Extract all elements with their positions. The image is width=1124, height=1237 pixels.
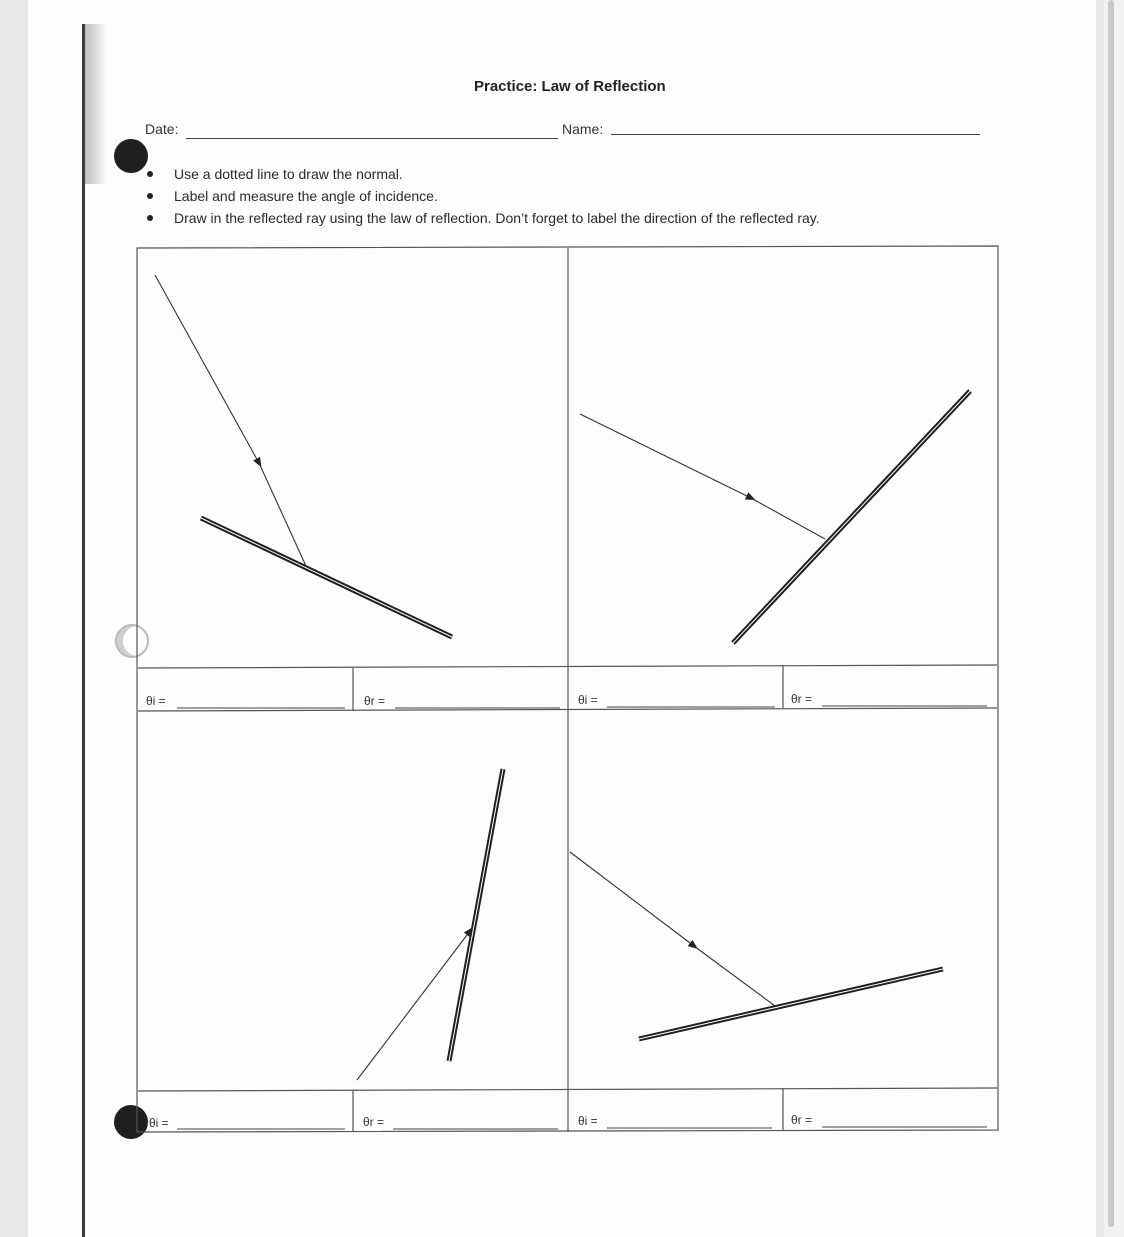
panel-grid <box>137 246 998 1132</box>
theta-i-label-panel-2: θi = <box>578 693 598 707</box>
instruction-item: Use a dotted line to draw the normal. <box>147 163 820 185</box>
incident-ray-4 <box>570 852 694 946</box>
incident-ray-2 <box>580 414 751 498</box>
diagram-panel-1 <box>155 275 452 637</box>
date-label: Date: <box>145 121 179 137</box>
theta-r-label-panel-4: θr = <box>791 1113 813 1127</box>
instruction-item: Draw in the reflected ray using the law of reflection. Don’t forget to label the direction of the reflected ray. <box>147 207 820 229</box>
diagram-panel-2 <box>580 391 970 643</box>
answer-lines <box>177 706 987 1129</box>
theta-r-label-panel-3: θr = <box>363 1115 385 1129</box>
instruction-item: Label and measure the angle of incidence. <box>147 185 820 207</box>
theta-i-label-panel-4: θi = <box>578 1114 598 1128</box>
theta-r-label-panel-2: θr = <box>791 692 813 706</box>
worksheet-title: Practice: Law of Reflection <box>474 78 666 95</box>
incident-ray-3 <box>357 931 470 1080</box>
theta-r-label-panel-1: θr = <box>364 694 386 708</box>
theta-i-label-panel-3: θi = <box>149 1116 169 1130</box>
incident-ray-1 <box>155 275 259 463</box>
diagram-panel-3 <box>357 769 503 1080</box>
theta-i-label-panel-1: θi = <box>146 694 166 708</box>
name-label: Name: <box>562 121 604 137</box>
diagram-panel-4 <box>570 852 943 1039</box>
